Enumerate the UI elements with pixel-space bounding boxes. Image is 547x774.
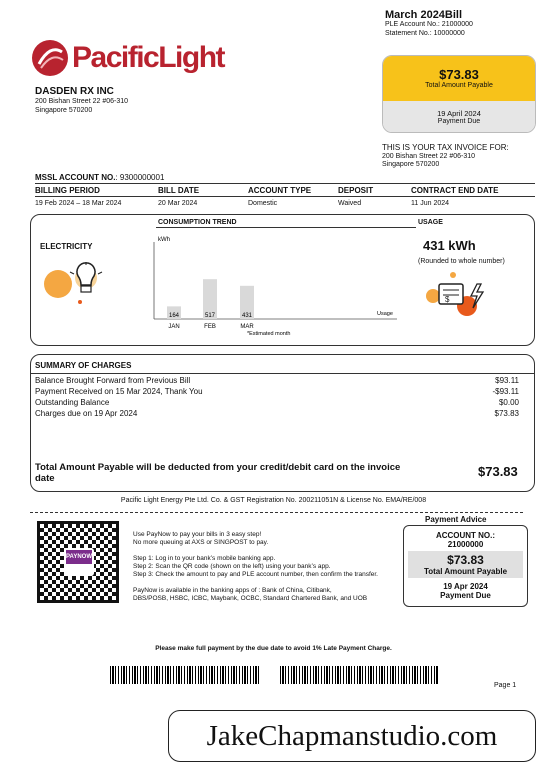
usage-note: (Rounded to whole number) xyxy=(418,258,505,265)
contract-end-header: CONTRACT END DATE xyxy=(411,186,499,195)
usage-value: 431 kWh xyxy=(423,238,476,253)
paynow-banks-2: DBS/POSB, HSBC, ICBC, Maybank, OCBC, Standard Chartered Bank, and UOB xyxy=(133,595,368,602)
summary-row-label: Payment Received on 15 Mar 2024, Thank You xyxy=(35,387,203,396)
customer-name: DASDEN RX INC xyxy=(35,86,114,97)
billing-period-value: 19 Feb 2024 – 18 Mar 2024 xyxy=(35,200,122,207)
lightbulb-icon xyxy=(40,262,124,322)
contract-end-value: 11 Jun 2024 xyxy=(411,200,450,207)
amount-section xyxy=(383,56,535,101)
divider xyxy=(156,227,416,228)
watermark-box xyxy=(168,710,536,762)
customer-address-2: Singapore 570200 xyxy=(35,107,93,114)
divider xyxy=(35,196,535,197)
amount-value: $73.83 xyxy=(439,67,479,82)
chart-tick-label: JAN xyxy=(168,324,180,330)
account-type-header: ACCOUNT TYPE xyxy=(248,186,312,195)
svg-text:$: $ xyxy=(445,295,450,304)
due-date: 19 April 2024 xyxy=(437,109,481,118)
deposit-header: DEPOSIT xyxy=(338,186,374,195)
company-logo xyxy=(30,38,230,78)
divider xyxy=(35,183,535,184)
advice-account-value: 21000000 xyxy=(447,540,484,549)
account-type-value: Domestic xyxy=(248,200,278,207)
registration-footer: Pacific Light Energy Pte Ltd. Co. & GST Registration No. 200211051N & License No. EMA/RE/008 xyxy=(120,497,427,504)
summary-row-value: $73.83 xyxy=(494,409,519,418)
divider xyxy=(30,373,535,374)
summary-row-label: Charges due on 19 Apr 2024 xyxy=(35,409,138,418)
total-value: $73.83 xyxy=(478,464,518,479)
chart-ylabel: kWh xyxy=(158,237,170,243)
tax-invoice-heading: THIS IS YOUR TAX INVOICE FOR: xyxy=(382,143,509,152)
chart-tick-label: MAR xyxy=(240,324,254,330)
bill-title: March 2024Bill xyxy=(385,9,463,21)
paynow-qr-code[interactable] xyxy=(37,521,119,603)
logo-wordmark: PacificLight xyxy=(72,41,225,74)
tax-invoice-address-2: Singapore 570200 xyxy=(382,161,440,168)
bill-date-header: BILL DATE xyxy=(158,186,200,195)
advice-amount-label: Total Amount Payable xyxy=(423,567,508,576)
electricity-label: ELECTRICITY xyxy=(40,242,93,251)
mssl-value: : 9300000001 xyxy=(115,173,165,182)
chart-data-label: 164 xyxy=(168,313,180,319)
tax-invoice-address-1: 200 Bishan Street 22 #06-310 xyxy=(382,153,476,160)
paynow-logo: PAYNOW xyxy=(64,548,94,576)
chart-data-label: 431 xyxy=(241,313,253,319)
consumption-trend-label: CONSUMPTION TREND xyxy=(158,219,237,226)
due-section xyxy=(383,101,535,133)
ple-account-line: PLE Account No.: 21000000 xyxy=(385,21,473,28)
chart-legend-usage: Usage xyxy=(377,311,393,317)
barcode-right xyxy=(280,666,438,684)
paynow-step-1: Step 1: Log in to your bank’s mobile banking app. xyxy=(133,555,276,562)
consumption-chart xyxy=(152,232,402,340)
mssl-label: MSSL ACCOUNT NO. xyxy=(35,173,116,182)
due-label: Payment Due xyxy=(437,118,481,125)
paynow-instructions xyxy=(133,531,393,603)
usage-label: USAGE xyxy=(418,219,443,226)
total-label: Total Amount Payable will be deducted from your credit/debit card on the invoice date xyxy=(35,462,401,484)
advice-due-label: Payment Due xyxy=(440,591,491,600)
summary-title: SUMMARY OF CHARGES xyxy=(35,361,132,370)
late-payment-notice: Please make full payment by the due date to avoid 1% Late Payment Charge. xyxy=(155,645,392,652)
paynow-step-2: Step 2: Scan the QR code (shown on the left) using your bank’s app. xyxy=(133,563,331,570)
chart-footnote: *Estimated month xyxy=(247,331,291,337)
summary-row-value: -$93.11 xyxy=(492,387,519,396)
summary-row-label: Balance Brought Forward from Previous Bill xyxy=(35,376,191,385)
logo-mark-icon xyxy=(30,38,70,78)
advice-amount: $73.83 xyxy=(447,553,484,567)
paynow-banks-1: PayNow is available in the banking apps of : Bank of China, Citibank, xyxy=(133,587,332,594)
statement-line: Statement No.: 10000000 xyxy=(385,30,465,37)
mssl-account xyxy=(35,173,164,182)
amount-payable-box xyxy=(382,55,536,133)
billing-period-header: BILLING PERIOD xyxy=(35,186,100,195)
chart-tick-label: FEB xyxy=(204,324,216,330)
summary-row-label: Outstanding Balance xyxy=(35,398,110,407)
customer-address-1: 200 Bishan Street 22 #06-310 xyxy=(35,98,129,105)
chart-bars xyxy=(167,279,254,330)
page-number: Page 1 xyxy=(494,682,517,689)
summary-row-value: $93.11 xyxy=(495,376,519,385)
advice-account-label: ACCOUNT NO.: xyxy=(435,531,496,540)
chart-data-label: 517 xyxy=(204,313,216,319)
watermark-text: JakeChapmanstudio.com xyxy=(206,720,498,752)
amount-label: Total Amount Payable xyxy=(425,82,493,89)
summary-row-value: $0.00 xyxy=(498,398,519,407)
advice-due-date: 19 Apr 2024 xyxy=(443,582,488,591)
bill-date-value: 20 Mar 2024 xyxy=(158,200,198,207)
advice-amount-section xyxy=(408,551,523,578)
payment-advice-title: Payment Advice xyxy=(425,515,487,524)
paynow-step-3: Step 3: Check the amount to pay and PLE account number, then confirm the transfer. xyxy=(133,571,378,578)
paynow-intro-2: No more queuing at AXS or SINGPOST to pay. xyxy=(133,539,269,546)
bill-lightning-icon xyxy=(425,270,497,322)
paynow-intro-1: Use PayNow to pay your bills in 3 easy step! xyxy=(133,531,262,538)
deposit-value: Waived xyxy=(338,200,362,207)
payment-advice-box xyxy=(403,525,528,607)
tear-line xyxy=(30,512,523,513)
barcode-left xyxy=(110,666,260,684)
